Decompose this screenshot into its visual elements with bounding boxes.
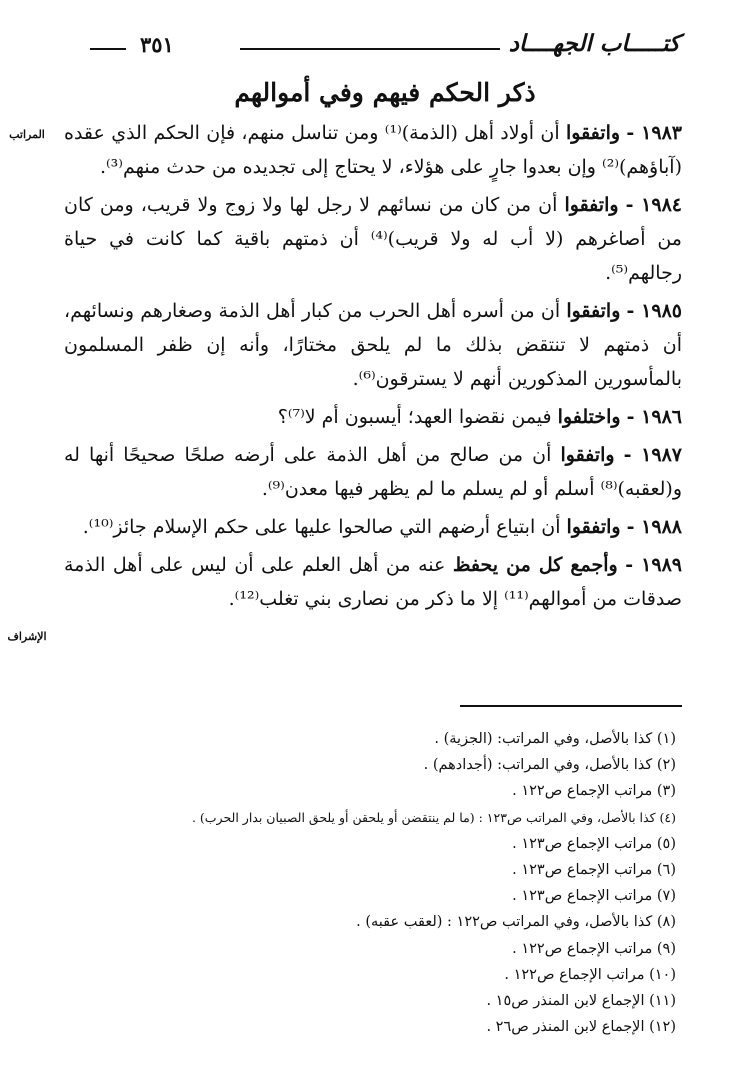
footnote-9: (٩) مراتب الإجماع ص١٢٢ . <box>512 940 676 957</box>
paragraph-verb: واتفقوا <box>560 444 615 466</box>
paragraph-number: ١٩٨٣ - <box>626 122 682 144</box>
paragraph-text: فيمن نقضوا العهد؛ أيسبون أم لا⁽⁷⁾؟ <box>277 406 552 428</box>
paragraph-verb: واختلفوا <box>557 406 621 428</box>
body-text <box>64 116 682 620</box>
footnote-3: (٣) مراتب الإجماع ص١٢٢ . <box>512 783 676 800</box>
paragraph-text: أن من أسره أهل الحرب من كبار أهل الذمة وصغارهم ونسائهم، أن ذمتهم لا تنتقض بذلك ما لم يلحق مختارًا، وأنه إن ظفر المسلمون بالمأسورين المذكورين أنهم لا يسترقون⁽⁶⁾. <box>64 300 682 390</box>
paragraph-1988 <box>64 510 682 544</box>
footnote-separator <box>460 705 682 707</box>
footnote-12: (١٢) الإجماع لابن المنذر ص٢٦ . <box>486 1019 676 1036</box>
page-number: ٣٥١ <box>140 32 174 57</box>
paragraph-number: ١٩٨٥ - <box>626 300 682 322</box>
paragraph-text: أن من صالح من أهل الذمة على أرضه صلحًا صحيحًا أنها له و(لعقبه)⁽⁸⁾ أسلم أو لم يسلم ما لم يظهر فيها معدن⁽⁹⁾. <box>64 444 682 500</box>
footnote-10: (١٠) مراتب الإجماع ص١٢٢ . <box>504 966 676 983</box>
paragraph-number: ١٩٨٩ - <box>625 554 682 576</box>
footnote-8: (٨) كذا بالأصل، وفي المراتب ص١٢٢ : (لعقب عقبه) . <box>356 914 676 931</box>
footnote-5: (٥) مراتب الإجماع ص١٢٣ . <box>512 835 676 852</box>
paragraph-verb: واتفقوا <box>564 194 619 216</box>
paragraph-1986 <box>64 400 682 434</box>
section-title: ذكر الحكم فيهم وفي أموالهم <box>234 78 536 107</box>
footnote-1: (١) كذا بالأصل، وفي المراتب: (الجزية) . <box>434 731 676 747</box>
running-header <box>90 30 680 64</box>
footnotes <box>60 726 676 1040</box>
paragraph-verb: واتفقوا <box>566 300 621 322</box>
paragraph-1989 <box>64 548 682 616</box>
paragraph-1985 <box>64 294 682 396</box>
footnote-4: (٤) كذا بالأصل، وفي المراتب ص١٢٣ : (ما لم ينتقضن أو يلحقن أو يلحق الصبيان بدار الحرب) . <box>191 809 676 825</box>
paragraph-number: ١٩٨٤ - <box>625 194 682 216</box>
footnote-2: (٢) كذا بالأصل، وفي المراتب: (أجدادهم) . <box>423 757 676 774</box>
footnote-11: (١١) الإجماع لابن المنذر ص١٥ . <box>486 993 676 1010</box>
paragraph-text: أن ابتياع أرضهم التي صالحوا عليها على حكم الإسلام جائز⁽¹⁰⁾. <box>82 516 561 538</box>
footnote-6: (٦) مراتب الإجماع ص١٢٣ . <box>512 862 676 879</box>
paragraph-text: عنه من أهل العلم على أن ليس على أهل الذمة صدقات من أموالهم⁽¹¹⁾ إلا ما ذكر من نصارى بني تغلب⁽¹²⁾. <box>64 554 682 610</box>
margin-note-maratib: المراتب <box>9 128 45 141</box>
paragraph-1983 <box>64 116 682 184</box>
paragraph-1984 <box>64 188 682 290</box>
paragraph-number: ١٩٨٦ - <box>626 406 682 428</box>
book-title: كتـــــاب الجهــــاد <box>508 30 680 57</box>
paragraph-number: ١٩٨٨ - <box>626 516 682 538</box>
paragraph-verb: وأجمع كل من يحفظ <box>452 554 618 576</box>
paragraph-text: أن أولاد أهل (الذمة)⁽¹⁾ ومن تناسل منهم، فإن الحكم الذي عقده (آباؤهم)⁽²⁾ وإن بعدوا جارٍ على هؤلاء، لا يحتاج إلى تجديده من حدث منهم⁽³⁾. <box>64 122 682 178</box>
paragraph-text: أن من كان من نسائهم لا رجل لها ولا زوج ولا قريب، ومن كان من أصاغرهم (لا أب له ولا قريب)⁽⁴⁾ أن ذمتهم باقية كما كانت في حياة رجالهم⁽⁵⁾. <box>64 194 682 284</box>
paragraph-verb: واتفقوا <box>566 516 621 538</box>
paragraph-1987 <box>64 438 682 506</box>
header-rule-short <box>90 48 126 50</box>
footnote-7: (٧) مراتب الإجماع ص١٢٣ . <box>512 888 676 905</box>
margin-note-ishraf: الإشراف <box>7 630 47 643</box>
header-rule <box>240 48 500 50</box>
paragraph-verb: واتفقوا <box>565 122 621 144</box>
paragraph-number: ١٩٨٧ - <box>623 444 682 466</box>
